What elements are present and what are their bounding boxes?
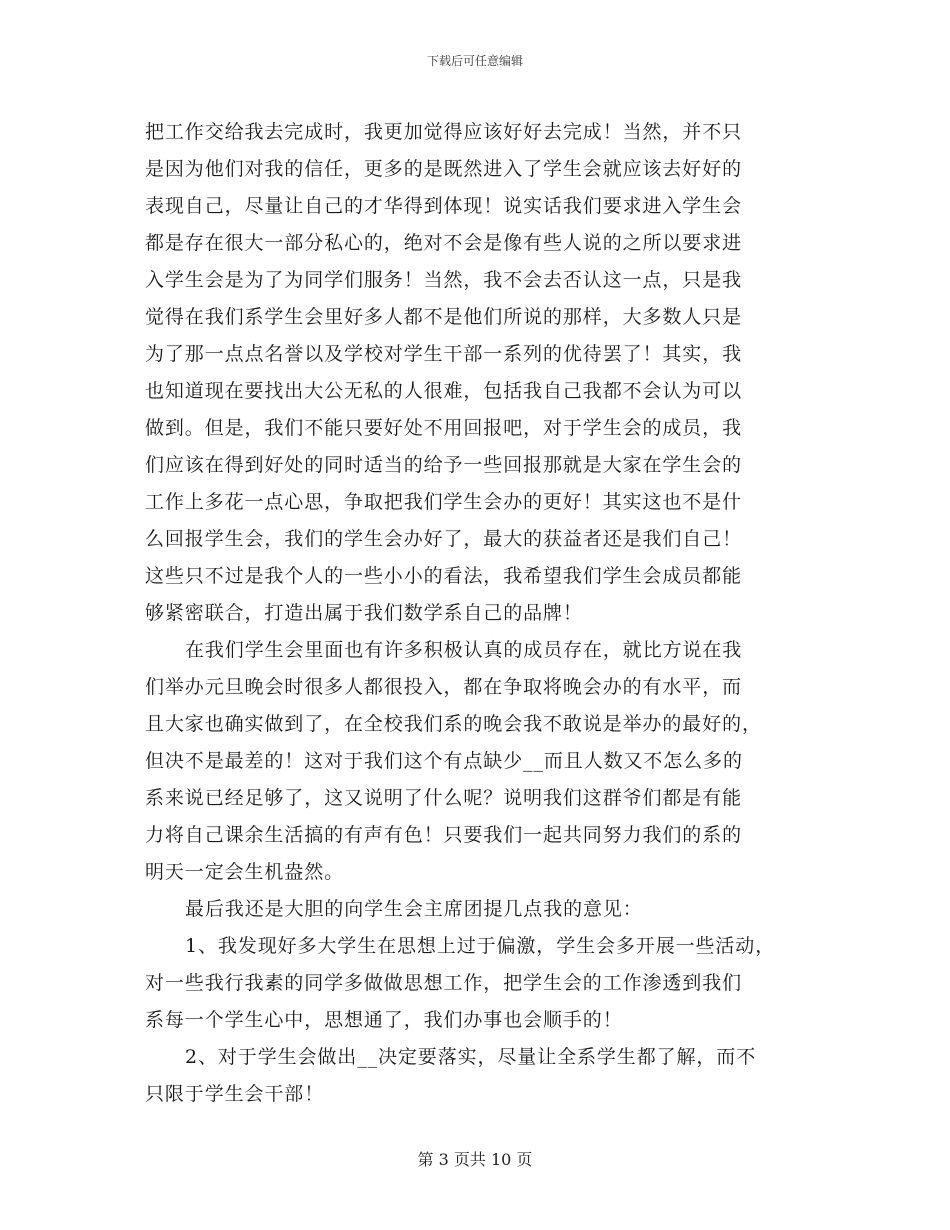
- text-line: 做到。但是，我们不能只要好处不用回报吧，对于学生会的成员，我: [145, 417, 743, 439]
- text-line: 们举办元旦晚会时很多人都很投入，都在争取将晚会办的有水平，而: [145, 676, 743, 698]
- text-line: 系来说已经足够了，这又说明了什么呢？说明我们这群爷们都是有能: [145, 787, 743, 809]
- page-number: 第 3 页共 10 页: [417, 1150, 533, 1169]
- text-line: 么回报学生会，我们的学生会办好了，最大的获益者还是我们自己！: [145, 528, 743, 550]
- text-line: 入学生会是为了为同学们服务！当然，我不会去否认这一点，只是我: [145, 269, 743, 291]
- text-line: 都是存在很大一部分私心的，绝对不会是像有些人说的之所以要求进: [145, 232, 743, 254]
- text-line: 这些只不过是我个人的一些小小的看法，我希望我们学生会成员都能: [145, 565, 743, 587]
- text-line: 觉得在我们系学生会里好多人都不是他们所说的那样，大多数人只是: [145, 306, 743, 328]
- page-header: 下载后可任意编辑: [426, 54, 523, 68]
- text-line: 2、对于学生会做出__决定要落实，尽量让全系学生都了解，而不: [185, 1046, 757, 1068]
- text-line: 在我们学生会里面也有许多积极认真的成员存在，就比方说在我: [185, 639, 743, 661]
- document-body: [145, 114, 810, 1113]
- text-line: 们应该在得到好处的同时适当的给予一些回报那就是大家在学生会的: [145, 454, 743, 476]
- text-line: 系每一个学生心中，思想通了，我们办事也会顺手的！: [145, 1009, 623, 1031]
- text-line: 明天一定会生机盎然。: [145, 861, 345, 883]
- text-line: 为了那一点点名誉以及学校对学生干部一系列的优待罢了！其实，我: [145, 343, 743, 365]
- text-line: 对一些我行我素的同学多做做思想工作，把学生会的工作渗透到我们: [145, 972, 743, 994]
- text-line: 够紧密联合，打造出属于我们数学系自己的品牌！: [145, 602, 583, 624]
- text-line: 也知道现在要找出大公无私的人很难，包括我自己我都不会认为可以: [145, 380, 743, 402]
- text-line: 把工作交给我去完成时，我更加觉得应该好好去完成！当然，并不只: [145, 121, 743, 143]
- text-line: 工作上多花一点心思，争取把我们学生会办的更好！其实这也不是什: [145, 491, 743, 513]
- text-line: 最后我还是大胆的向学生会主席团提几点我的意见：: [185, 898, 643, 920]
- text-line: 力将自己课余生活搞的有声有色！只要我们一起共同努力我们的系的: [145, 824, 743, 846]
- text-line: 且大家也确实做到了，在全校我们系的晚会我不敢说是举办的最好的，: [145, 713, 762, 735]
- text-line: 1、我发现好多大学生在思想上过于偏激，学生会多开展一些活动，: [185, 935, 776, 957]
- text-line: 但决不是最差的！这对于我们这个有点缺少__而且人数又不怎么多的: [145, 750, 743, 772]
- text-line: 是因为他们对我的信任，更多的是既然进入了学生会就应该去好好的: [145, 158, 743, 180]
- text-line: 表现自己，尽量让自己的才华得到体现！说实话我们要求进入学生会: [145, 195, 743, 217]
- text-line: 只限于学生会干部！: [145, 1083, 325, 1105]
